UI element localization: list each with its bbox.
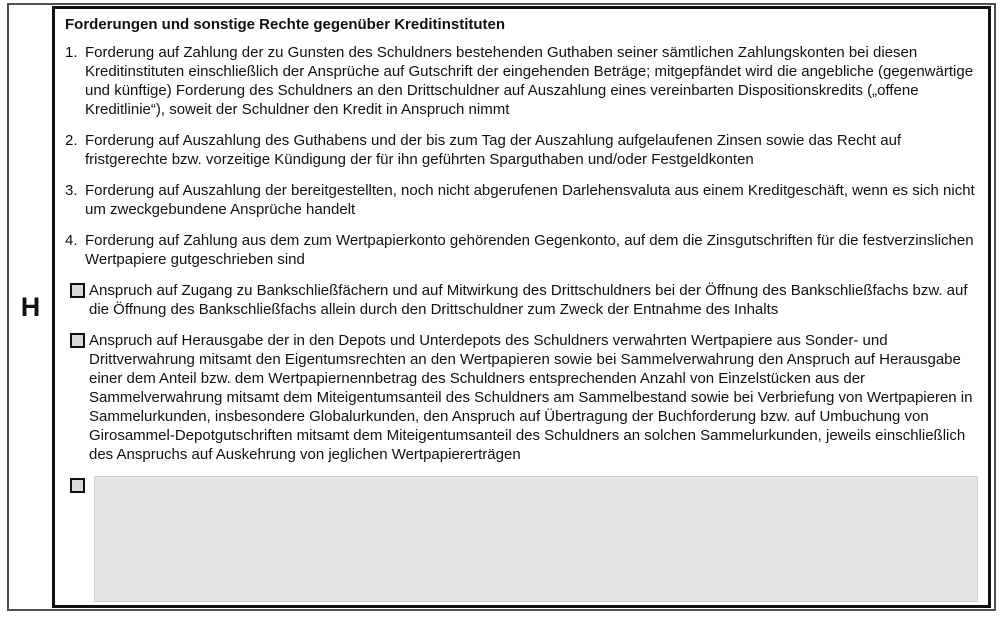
checkbox[interactable]	[70, 283, 85, 298]
item-text: Forderung auf Auszahlung der bereitgestellten, noch nicht abgerufenen Darlehensvaluta aus einem Kreditgeschäft, wenn es sich nicht um zweckgebundene Ansprüche handelt	[85, 182, 975, 218]
item-text: Forderung auf Zahlung der zu Gunsten des Schuldners bestehenden Guthaben seiner sämtlichen Zahlungskonten bei diesen Kreditinstituten einschließlich der Ansprüche auf Gutschrift der eingehenden Beträge; mitgepfändet wird die angebliche (gegenwärtige und künftige) Forderung des Schuldners an den Drittschuldner auf Auszahlung eines vereinbarten Dispositionskredits („offene Kreditlinie“), soweit der Schuldner den Kredit in Anspruch nimmt	[85, 44, 974, 118]
numbered-item-2	[65, 131, 978, 169]
section-h-box	[52, 6, 991, 608]
form-outer-frame	[7, 3, 996, 611]
item-number: 4.	[65, 232, 78, 249]
section-label: H	[20, 291, 41, 322]
item-text: Forderung auf Auszahlung des Guthabens und der bis zum Tag der Auszahlung aufgelaufenen Zinsen sowie das Recht auf fristgerechte bzw. vorzeitige Kündigung der für ihn geführten Sparguthaben und/oder Festgeldkonten	[85, 132, 902, 168]
checkbox-label: Anspruch auf Herausgabe der in den Depots und Unterdepots des Schuldners verwahrten Wertpapiere aus Sonder- und Drittverwahrung mitsamt den Eigentumsrechten an den Wertpapieren sowie bei Sammelverwahrung den Anspruch auf Herausgabe einer dem Anteil bzw. dem Wertpapiernennbetrag des Schuldners entsprechenden Anzahl von Einzelstücken aus der Sammelverwahrung mitsamt dem Miteigentumsanteil des Schuldners am Sammelbestand sowie bei Verbriefung von Wertpapieren in Sammelurkunden, insbesondere Globalurkunden, den Anspruch auf Übertragung der Buchforderung bzw. auf Umbuchung von Girosammel-Depotgutschriften mitsamt dem Miteigentumsanteil des Schuldners an solchen Sammelurkunden, jeweils einschließlich des Anspruchs auf Auskehrung von jeglichen Wertpapiererträgen	[89, 332, 973, 463]
item-text: Forderung auf Zahlung aus dem zum Wertpapierkonto gehörenden Gegenkonto, auf dem die Zinsgutschriften für die festverzinslichen Wertpapiere gutgeschrieben sind	[85, 232, 974, 268]
checkbox[interactable]	[70, 333, 85, 348]
item-number: 2.	[65, 132, 78, 149]
numbered-item-4	[65, 231, 978, 269]
numbered-item-1	[65, 43, 978, 119]
checkbox-row-bank-safe-deposit	[70, 281, 978, 319]
checkbox-row-securities-custody	[70, 331, 978, 464]
checkbox-row-free-entry	[70, 476, 978, 602]
section-label-column	[9, 5, 52, 609]
item-number: 3.	[65, 182, 78, 199]
checkbox-label: Anspruch auf Zugang zu Bankschließfächern und auf Mitwirkung des Drittschuldners bei der Öffnung des Bankschließfachs bzw. auf die Öffnung des Bankschließfachs allein durch den Drittschuldner zum Zweck der Entnahme des Inhalts	[89, 282, 968, 318]
numbered-item-3	[65, 181, 978, 219]
item-number: 1.	[65, 44, 78, 61]
checkbox[interactable]	[70, 478, 85, 493]
section-title: Forderungen und sonstige Rechte gegenüber Kreditinstituten	[65, 16, 506, 33]
free-entry-field[interactable]	[94, 476, 978, 602]
